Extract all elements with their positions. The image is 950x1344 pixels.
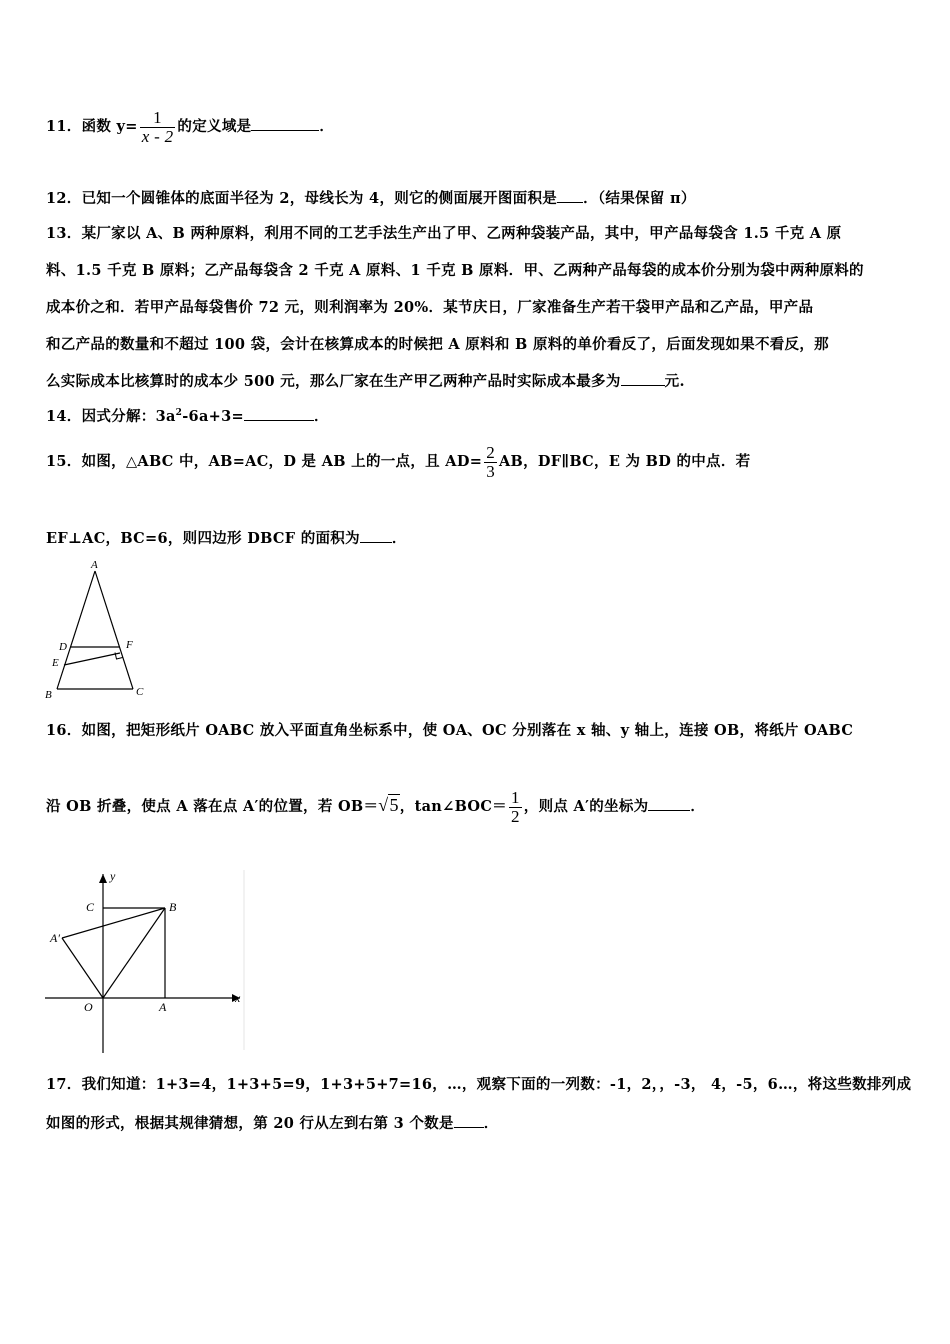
q14-end: ．: [313, 408, 329, 425]
label-a: A: [91, 559, 98, 571]
q16-frac-denominator: 2: [510, 807, 520, 826]
question-11: [46, 108, 334, 146]
question-13-line-2: 料、1.5 千克 B 原料；乙产品每袋含 2 千克 A 原料、1 千克 B 原料．甲、乙两种产品每袋的成本价分别为袋中两种原料的: [46, 262, 864, 279]
label-e: E: [52, 657, 59, 669]
question-16-line-1: 16．如图，把矩形纸片 OABC 放入平面直角坐标系中，使 OA、OC 分别落在 x 轴、y 轴上，连接 OB，将纸片 OABC: [46, 722, 854, 739]
q14-prefix: 14．因式分解：3a: [46, 408, 176, 425]
q11-frac-numerator: 1: [153, 108, 162, 127]
label-f: F: [126, 639, 133, 651]
q17-line2-end: ．: [483, 1115, 499, 1132]
label-o: O: [84, 1000, 93, 1014]
q12-answer-blank[interactable]: [557, 190, 583, 203]
label-c: C: [86, 900, 95, 914]
label-a: A: [159, 1000, 167, 1014]
q16-coordinate-figure: [40, 868, 252, 1053]
q17-line2: 如图的形式，根据其规律猜想，第 20 行从左到右第 3 个数是: [46, 1115, 454, 1132]
q16-line2-suffix: ，则点 A′的坐标为: [523, 798, 649, 815]
q11-end: ．: [319, 118, 335, 135]
q15-line2: EF⊥AC，BC=6，则四边形 DBCF 的面积为: [46, 530, 360, 547]
label-b: B: [169, 900, 177, 914]
q17-answer-blank[interactable]: [454, 1115, 484, 1128]
segment-ef: [64, 653, 120, 665]
question-17-line-2: [46, 1112, 499, 1133]
question-12: [46, 187, 696, 208]
question-13-line-3: 成本价之和．若甲产品每袋售价 72 元，则利润率为 20%．某节庆日，厂家准备生产若干袋甲产品和乙产品，甲产品: [46, 299, 814, 316]
q15-line2-end: ．: [391, 530, 407, 547]
q11-fraction: [140, 108, 176, 146]
q14-suffix: -6a+3=: [182, 408, 244, 425]
q11-frac-denominator: x - 2: [141, 127, 174, 146]
q14-superscript: 2: [175, 408, 183, 419]
q15-triangle-figure: [40, 558, 150, 700]
q16-frac-numerator: 1: [510, 788, 520, 807]
q13-answer-blank[interactable]: [621, 373, 665, 386]
q15-fraction: [484, 443, 497, 481]
q16-line2-mid: ，tan∠BOC＝: [399, 798, 507, 815]
label-y: y: [110, 869, 116, 883]
label-x: x: [235, 991, 241, 1005]
label-c: C: [136, 686, 144, 698]
q15-frac-denominator: 3: [486, 462, 495, 481]
question-15-line-2: [46, 527, 407, 548]
q11-answer-blank[interactable]: [251, 118, 319, 131]
question-13-line-4: 和乙产品的数量和不超过 100 袋，会计在核算成本的时候把 A 原料和 B 原料的单价看反了，后面发现如果不看反，那: [46, 336, 829, 353]
q14-answer-blank[interactable]: [244, 408, 314, 421]
q15-prefix: 15．如图，△ABC 中，AB=AC，D 是 AB 上的一点，且 AD=: [46, 453, 483, 470]
q12-text: 12．已知一个圆锥体的底面半径为 2，母线长为 4，则它的侧面展开图面积是: [46, 190, 558, 207]
q13-last-end: 元.: [664, 373, 685, 390]
question-15-line-1: [46, 443, 750, 481]
side-ab: [57, 571, 95, 689]
q15-answer-blank[interactable]: [360, 530, 392, 543]
q15-suffix: AB，DF∥BC，E 为 BD 的中点．若: [499, 453, 751, 470]
q11-suffix: 的定义域是: [177, 118, 252, 135]
question-16-line-2: [46, 788, 705, 826]
q16-sqrt-value: 5: [389, 795, 399, 815]
q16-line2-prefix: 沿 OB 折叠，使点 A 落在点 A′的位置，若 OB＝: [46, 798, 379, 815]
q13-last-line: 么实际成本比核算时的成本少 500 元，那么厂家在生产甲乙两种产品时实际成本最多为: [46, 373, 621, 390]
q16-sqrt: √5: [378, 795, 399, 815]
q16-fraction: [509, 788, 522, 826]
question-14: [46, 405, 329, 426]
label-b: B: [45, 689, 52, 700]
q12-end: ．（结果保留 π）: [583, 190, 696, 207]
q15-frac-numerator: 2: [486, 443, 495, 462]
question-13-line-5: [46, 370, 685, 391]
label-d: D: [59, 641, 67, 653]
question-13-line-1: 13．某厂家以 A、B 两种原料，利用不同的工艺手法生产出了甲、乙两种袋装产品，其中，甲产品每袋含 1.5 千克 A 原: [46, 225, 842, 242]
q11-prefix: 11．函数 y=: [46, 118, 138, 135]
q16-answer-blank[interactable]: [648, 798, 690, 811]
question-17-line-1: 17．我们知道：1+3=4，1+3+5=9，1+3+5+7=16，…，观察下面的一列数：-1，2，，-3， 4，-5，6…，将这些数排列成: [46, 1076, 912, 1093]
q16-line2-end: ．: [690, 798, 706, 815]
side-ac: [95, 571, 133, 689]
label-a-prime: A′: [50, 931, 60, 945]
